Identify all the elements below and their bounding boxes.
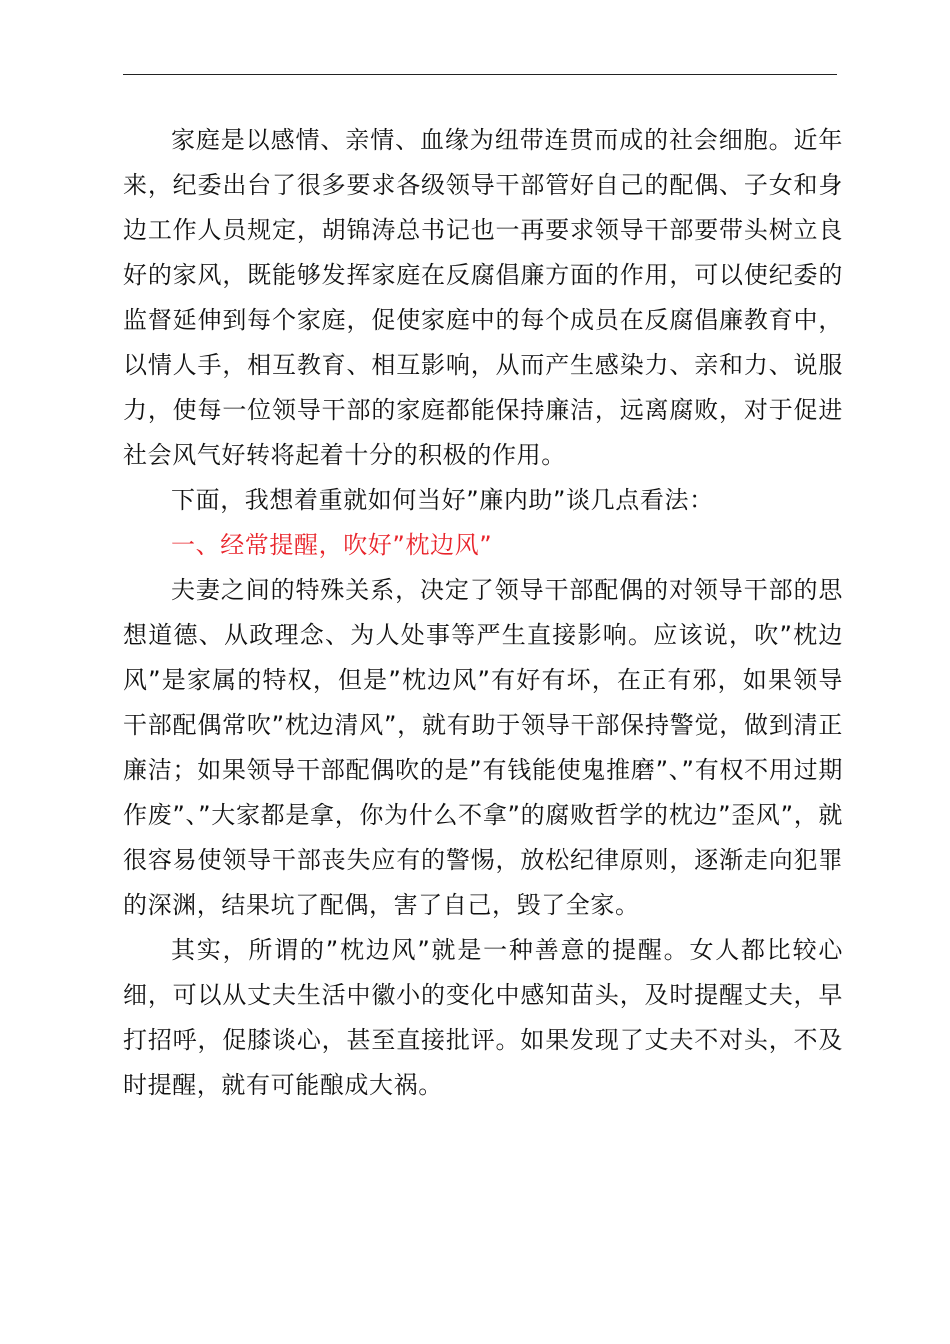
paragraph-intro: 家庭是以感情、亲情、血缘为纽带连贯而成的社会细胞。近年来，纪委出台了很多要求各级领导干部管好自己的配偶、子女和身边工作人员规定，胡锦涛总书记也一再要求领导干部要带头树立良好的家风，既能够发挥家庭在反腐倡廉方面的作用，可以使纪委的监督延伸到每个家庭，促使家庭中的每个成员在反腐倡廉教育中，以情人手，相互教育、相互影响，从而产生感染力、亲和力、说服力，使每一位领导干部的家庭都能保持廉洁，远离腐败，对于促进社会风气好转将起着十分的积极的作用。: [123, 126, 843, 469]
document-body: [123, 118, 843, 1108]
paragraph-transition: 下面，我想着重就如何当好”廉内助”谈几点看法：: [171, 486, 714, 514]
header-rule: [123, 74, 837, 75]
section-heading-1: 一、经常提醒，吹好”枕边风”: [171, 531, 493, 559]
paragraph-section-1b: 其实，所谓的”枕边风”就是一种善意的提醒。女人都比较心细，可以从丈夫生活中徽小的变化中感知苗头，及时提醒丈夫，早打招呼，促膝谈心，甚至直接批评。如果发现了丈夫不对头，不及时提醒，就有可能酿成大祸。: [123, 936, 843, 1099]
paragraph-section-1a: 夫妻之间的特殊关系，决定了领导干部配偶的对领导干部的思想道德、从政理念、为人处事等严生直接影响。应该说，吹”枕边风”是家属的特权，但是”枕边风”有好有坏，在正有邪，如果领导干部配偶常吹”枕边清风”，就有助于领导干部保持警觉，做到清正廉洁；如果领导干部配偶吹的是”有钱能使鬼推磨”、”有权不用过期作废”、”大家都是拿，你为什么不拿”的腐败哲学的枕边”歪风”，就很容易使领导干部丧失应有的警惕，放松纪律原则，逐渐走向犯罪的深渊，结果坑了配偶，害了自己，毁了全家。: [123, 576, 843, 919]
